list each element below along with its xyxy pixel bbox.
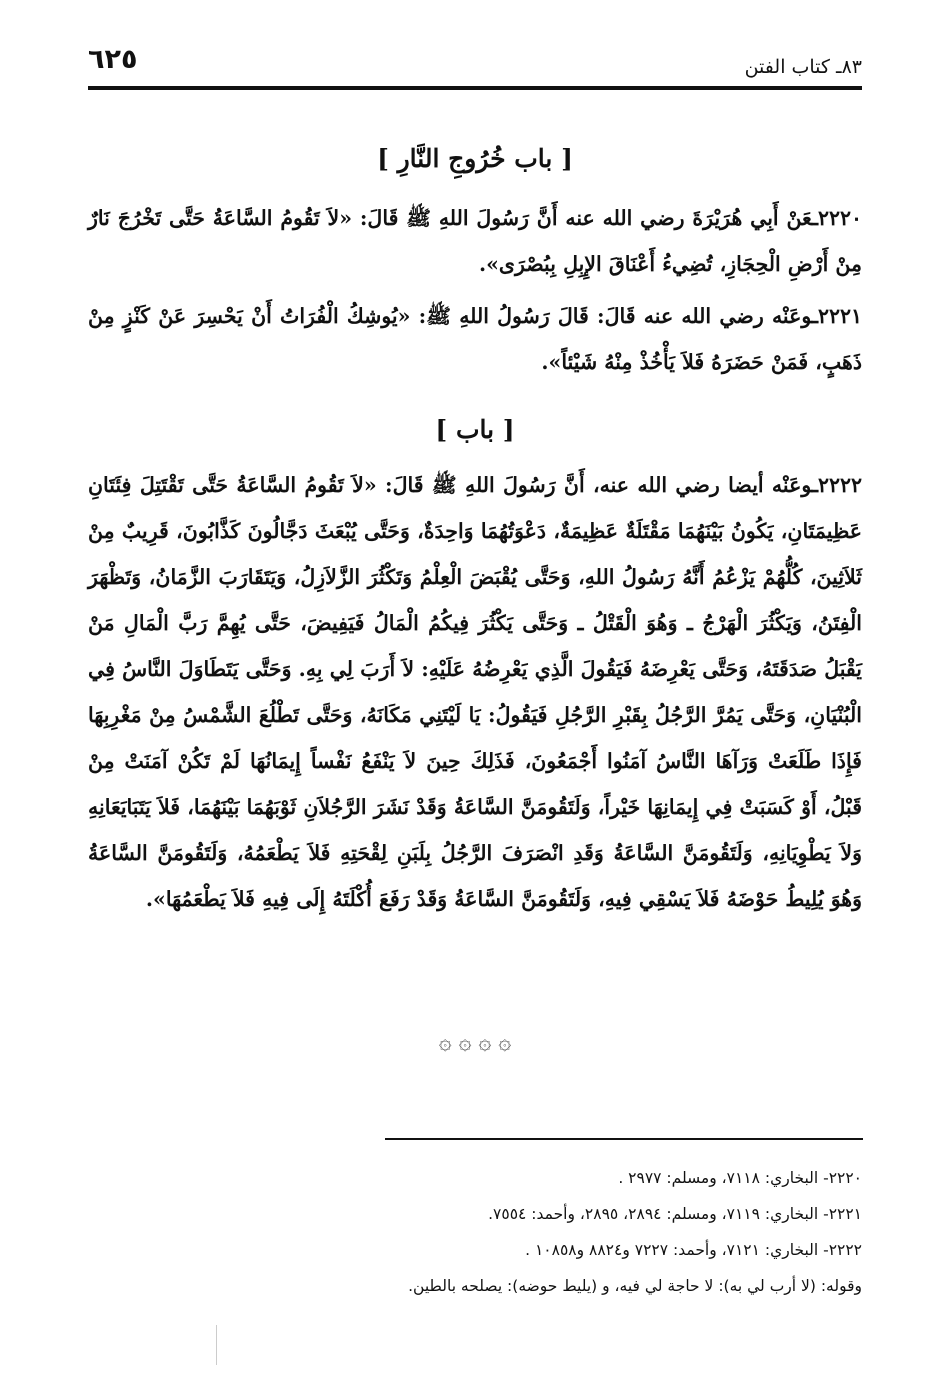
hadith-paragraph [88,462,862,922]
footnote: ٢٢٢١- البخاري: ٧١١٩، ومسلم: ٢٨٩٤، ٢٨٩٥، وأحمد: ٧٥٥٤. [488,1205,862,1223]
section-title: [ باب خُرُوجِ النَّارِ ] [377,144,573,173]
page-header [88,40,862,90]
main-text [88,100,862,928]
footnote-divider [385,1138,863,1140]
hadith-number: ٢٢٢١ـ [811,304,862,328]
page-number: ٦٢٥ [88,44,138,75]
hadith-number: ٢٢٢٢ـ [811,473,862,497]
hadith-text: وعَنْه رضي الله عنه قَالَ: قَالَ رَسُولُ اللهِ ﷺ: «يُوشِكُ الْفُرَاتُ أَنْ يَحْسِرَ عَنْ كَنْزٍ مِنْ ذَهَبٍ، فَمَنْ حَضَرَهُ فَلاَ يَأْخُذْ مِنْهُ شَيْئاً». [88,304,862,374]
footnotes [300,1160,862,1304]
hadith-text: وعَنْه أيضا رضي الله عنه، أَنَّ رَسُولَ اللهِ ﷺ قَالَ: «لاَ تَقُومُ السَّاعَةُ حَتَّى تَقْتَتِلَ فِئَتَانِ عَظِيمَتَانِ، يَكُونُ بَيْنَهُمَا مَقْتَلَةٌ عَظِيمَةٌ، دَعْوَتُهُمَا وَاحِدَةٌ، وَحَتَّى يُبْعَثَ دَجَّالُونَ كَذَّابُونَ، قَرِيبٌ مِنْ ثَلاَثِينَ، كُلُّهُمْ يَزْعُمُ أَنَّهُ رَسُولُ اللهِ، وَحَتَّى يُقْبَضَ الْعِلْمُ وَتَكْثُرَ الزَّلاَزِلُ، وَيَتَقَارَبَ الزَّمَانُ، وَتَظْهَرَ الْفِتَنُ، وَيَكْثُرَ الْهَرْجُ ـ وَهُوَ الْقَتْلُ ـ وَحَتَّى يَكْثُرَ فِيكُمُ الْمَالُ فَيَفِيضَ، حَتَّى يُهِمَّ رَبَّ الْمَالِ مَنْ يَقْبَلُ صَدَقَتَهُ، وَحَتَّى يَعْرِضَهُ فَيَقُولَ الَّذِي يَعْرِضُهُ عَلَيْهِ: لاَ أَرَبَ لِي بِهِ. وَحَتَّى يَتَطَاوَلَ النَّاسُ فِي الْبُنْيَانِ، وَحَتَّى يَمُرَّ الرَّجُلُ بِقَبْرِ الرَّجُلِ فَيَقُولُ: يَا لَيْتَنِي مَكَانَهُ، وَحَتَّى تَطْلُعَ الشَّمْسُ مِنْ مَغْرِبِهَا فَإِذَا طَلَعَتْ وَرَآهَا النَّاسُ آمَنُوا أَجْمَعُونَ، فَذَلِكَ حِينَ لاَ يَنْفَعُ نَفْساً إِيمَانُهَا لَمْ تَكُنْ آمَنَتْ مِنْ قَبْلُ، أَوْ كَسَبَتْ فِي إِيمَانِهَا خَيْراً، وَلَتَقُومَنَّ السَّاعَةُ وَقَدْ نَشَرَ الرَّجُلاَنِ ثَوْبَهُمَا بَيْنَهُمَا، فَلاَ يَتَبَايَعَانِهِ وَلاَ يَطْوِيَانِهِ، وَلَتَقُومَنَّ السَّاعَةُ وَقَدِ انْصَرَفَ الرَّجُلُ بِلَبَنِ لِقْحَتِهِ فَلاَ يَطْعَمُهُ، وَلَتَقُومَنَّ السَّاعَةُ وَهُوَ يُلِيطُ حَوْضَهُ فَلاَ يَسْقِي فِيهِ، وَلَتَقُومَنَّ السَّاعَةُ وَقَدْ رَفَعَ أُكْلَتَهُ إِلَى فِيهِ فَلاَ يَطْعَمُهَا». [88,473,862,911]
footnote: ٢٢٢٢- البخاري: ٧١٢١، وأحمد: ٧٢٢٧ و٨٨٢٤ و١٠٨٥٨ . [525,1241,862,1259]
section-title: [ باب ] [435,415,515,444]
hadith-number: ٢٢٢٠ـ [811,206,862,230]
chapter-title: ٨٣ـ كتاب الفتن [744,56,862,78]
footnote: ٢٢٢٠- البخاري: ٧١١٨، ومسلم: ٢٩٧٧ . [618,1169,862,1187]
ornament-divider: ۞ ۞ ۞ ۞ [438,1030,512,1055]
hadith-paragraph [88,195,862,287]
footnote: وقوله: (لا أرب لي به): لا حاجة لي فيه، و (يليط حوضه): يصلحه بالطين. [408,1277,862,1295]
scan-mark [216,1325,217,1365]
hadith-paragraph [88,293,862,385]
hadith-text: عَنْ أَبِي هُرَيْرَةَ رضي الله عنه أَنَّ رَسُولَ اللهِ ﷺ قَالَ: «لاَ تَقُومُ السَّاعَةُ حَتَّى تَخْرُجَ نَارٌ مِنْ أَرْضِ الْحِجَازِ، تُضِيءُ أَعْنَاقَ الإِبِلِ بِبُصْرَى». [88,206,862,276]
